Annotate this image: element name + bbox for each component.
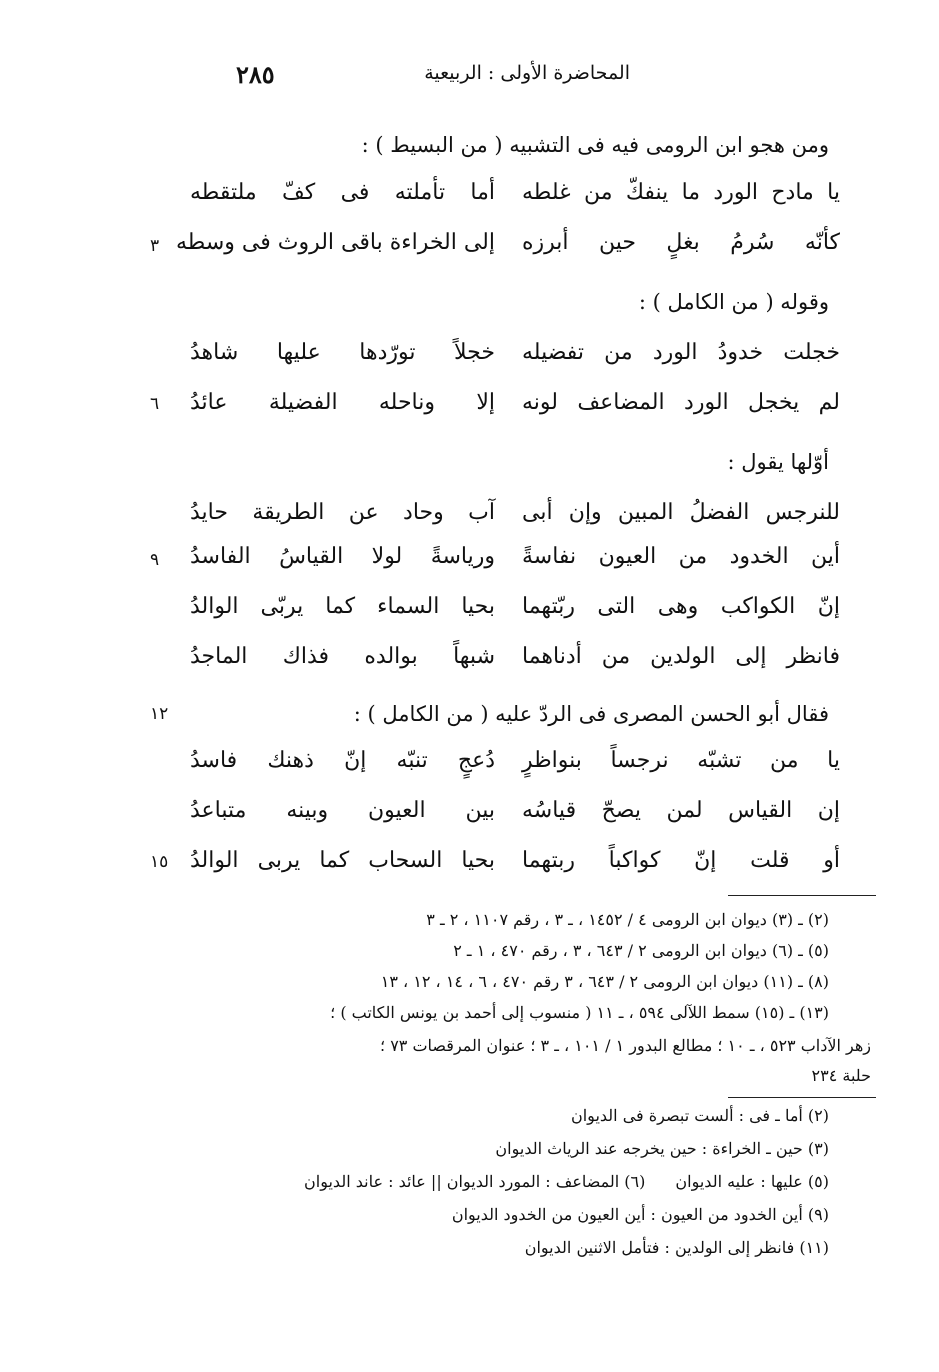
source-note: حلبة ٢٣٤: [811, 1066, 871, 1085]
variant-note: [571, 1106, 829, 1125]
source-note: (١٣) ـ (١٥) سمط اللآلى ٥٩٤ ، ـ ١١ ( منسوب إلى أحمد بن يونس الكاتب ) ؛: [330, 1003, 829, 1022]
variant-note-text: (٩) أين الخدود من العيون : أين العيون من الخدود الديوان: [451, 1205, 829, 1224]
variant-note-text: (٥) عليها : عليه الديوان: [675, 1172, 829, 1191]
first-hemistich: يا مادح الورد ما ينفكّ من غلطه: [522, 180, 840, 205]
verse-line: [190, 748, 840, 792]
variant-note-text: (١١) فانظر إلى الولدين : فتأمل الاثنين الديوان: [524, 1238, 829, 1257]
first-hemistich: إن القياس لمن يصحّ قياسُه: [522, 798, 840, 823]
verse-line: [176, 230, 840, 274]
verse-line: [190, 340, 840, 384]
verse-line: [190, 644, 840, 688]
second-hemistich: شبهاً بوالده فذاك الماجدُ: [190, 644, 495, 669]
first-hemistich: يا من تشبّه نرجساً بنواظرٍ: [522, 748, 840, 773]
page-header: [230, 58, 630, 98]
variant-note-text: (٦) المضاعف : المورد الديوان || عائد : عاند الديوان: [304, 1172, 646, 1191]
second-hemistich: إلا وناحله الفضيلة عائدُ: [190, 390, 495, 415]
line-number: ٣: [150, 236, 160, 256]
variant-note: [452, 1205, 829, 1224]
footnote-rule: [728, 1097, 876, 1098]
variant-note: [495, 1139, 829, 1158]
verse-line: [190, 798, 840, 842]
line-number: ١٥: [150, 852, 169, 872]
verse-intro: وقوله ( من الكامل ) :: [638, 290, 829, 314]
first-hemistich: أو قلت إنّ كواكباً ربتهما: [522, 848, 840, 873]
verse-line: [190, 390, 840, 434]
second-hemistich: خجلاً تورّدها عليها شاهدُ: [190, 340, 495, 365]
verse-line: [190, 544, 840, 588]
verse-line: [190, 848, 840, 892]
line-number: ٩: [150, 550, 160, 570]
verse-line: [190, 500, 840, 544]
verse-line: [190, 180, 840, 224]
line-number: ١٢: [150, 704, 169, 724]
second-hemistich: بين العيون وبينه متباعدُ: [190, 798, 495, 823]
variant-note: [525, 1238, 829, 1257]
source-note: (٨) ـ (١١) ديوان ابن الرومى ٢ / ٦٤٣ ، ٣ رقم ٤٧٠ ، ٦ ، ١٤ ، ١٢ ، ١٣: [380, 972, 829, 991]
verse-intro: أوّلها يقول :: [727, 450, 829, 474]
verse-line: [190, 594, 840, 638]
second-hemistich: بحيا السماء كما يربّى الوالدُ: [190, 594, 495, 619]
second-hemistich: بحيا السحاب كما يربى الوالدُ: [190, 848, 495, 873]
source-note: زهر الآداب ٥٢٣ ، ـ ١٠ ؛ مطالع البدور ١ / ١٠١ ، ـ ٣ ؛ عنوان المرقصات ٧٣ ؛: [380, 1036, 871, 1055]
first-hemistich: للنرجس الفضلُ المبين وإن أبى: [522, 500, 840, 525]
second-hemistich: دُعجٍ تنبّه إنّ ذهنك فاسدُ: [190, 748, 495, 773]
second-hemistich: إلى الخراءة باقى الروث فى وسطه: [176, 230, 495, 255]
verse-intro: ومن هجو ابن الرومى فيه فى التشبيه ( من البسيط ) :: [361, 133, 829, 157]
running-title: المحاضرة الأولى : الربيعية: [424, 62, 630, 84]
variant-note: [304, 1172, 829, 1191]
first-hemistich: فانظر إلى الولدين من أدناهما: [522, 644, 840, 669]
source-note: (٥) ـ (٦) ديوان ابن الرومى ٢ / ٦٤٣ ، ٣ ، رقم ٤٧٠ ، ١ ـ ٢: [453, 941, 829, 960]
variant-note-text: (٣) حين ـ الخراءة : حين يخرجه عند الرياث الديوان: [495, 1139, 829, 1158]
first-hemistich: أين الخدود من العيون نفاسةً: [522, 544, 840, 569]
footnote-rule: [728, 895, 876, 896]
first-hemistich: إنّ الكواكب وهى التى ربّتهما: [522, 594, 840, 619]
line-number: ٦: [150, 394, 160, 414]
first-hemistich: لم يخجل الورد المضاعف لونه: [522, 390, 840, 415]
second-hemistich: آب وحاد عن الطريقة حايدُ: [190, 500, 495, 525]
second-hemistich: ورياسةً لولا القياسُ الفاسدُ: [190, 544, 495, 569]
page-number: ٢٨٥: [236, 60, 275, 89]
second-hemistich: أما تأملته فى كفّ ملتقطه: [190, 180, 495, 205]
variant-note-text: (٢) أما ـ فى : ألست تبصرة فى الديوان: [570, 1106, 829, 1125]
first-hemistich: خجلت خدودُ الورد من تفضيله: [522, 340, 840, 365]
verse-intro: فقال أبو الحسن المصرى فى الردّ عليه ( من الكامل ) :: [353, 702, 829, 726]
first-hemistich: كأنّه سُرمُ بغلٍ حين أبرزه: [522, 230, 840, 255]
source-note: (٢) ـ (٣) ديوان ابن الرومى ٤ / ١٤٥٢ ، ـ ٣ ، رقم ١١٠٧ ، ٢ ـ ٣: [426, 910, 829, 929]
